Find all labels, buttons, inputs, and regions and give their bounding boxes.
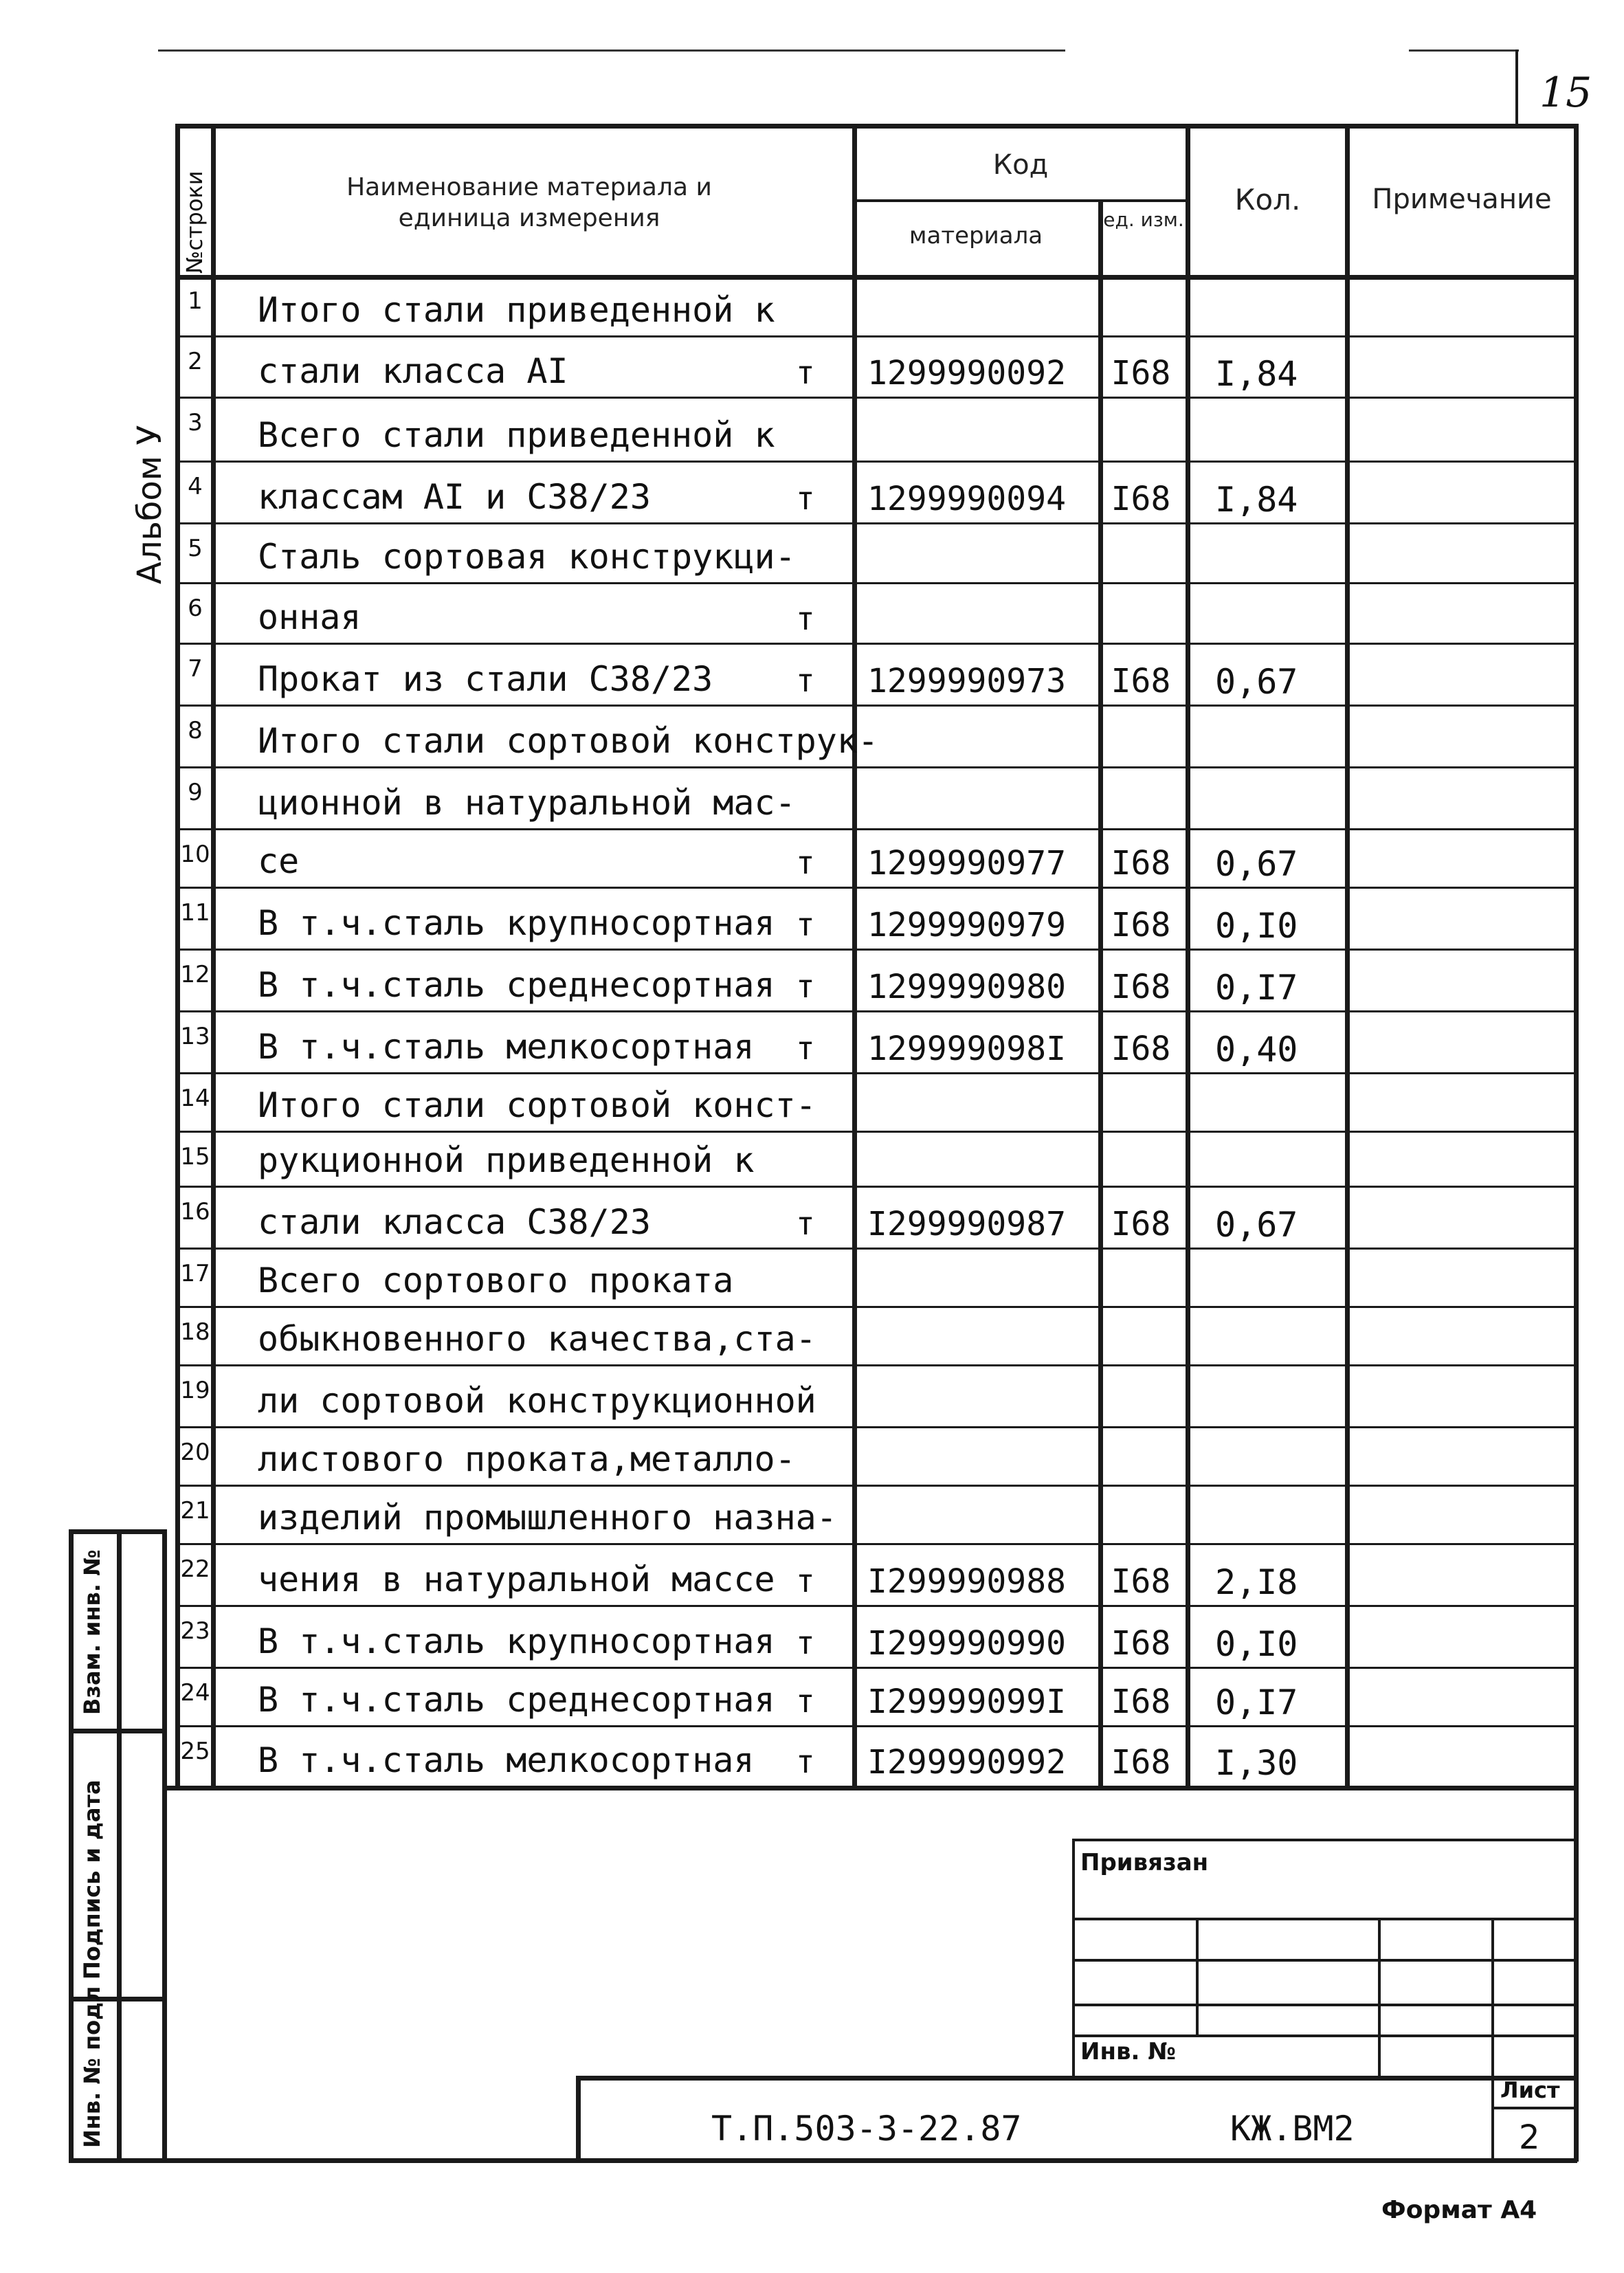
format-label: Формат А4 (1381, 2196, 1537, 2224)
album-label: Альбом У (131, 425, 169, 584)
row-number: 22 (180, 1555, 210, 1583)
row-material-name: онная (258, 597, 361, 637)
row-material-code: 129999098I (867, 1030, 1066, 1068)
stamp-inv-no-label: Инв. № (1080, 2038, 1177, 2065)
row-material-name: Итого стали приведенной к (258, 290, 775, 330)
row-number: 15 (180, 1143, 210, 1171)
side-stamp-top (69, 1529, 166, 1534)
row-unit-code: I68 (1111, 1562, 1171, 1601)
row-quantity: 0,67 (1215, 1205, 1298, 1245)
row-material-code: I299990990 (867, 1624, 1066, 1663)
row-number: 5 (188, 535, 203, 562)
header-qty: Кол. (1234, 183, 1301, 217)
row-number: 8 (188, 717, 203, 744)
row-unit-code: I68 (1111, 1624, 1171, 1663)
row-material-code: 1299990979 (867, 906, 1066, 944)
row-unit-code: I68 (1111, 906, 1171, 944)
code-header-split (852, 199, 1189, 202)
row-quantity: I,30 (1215, 1743, 1298, 1783)
col-sep-code (852, 124, 857, 1787)
row-unit: т (796, 1683, 815, 1720)
row-separator (175, 335, 1577, 337)
table-top-border (175, 124, 1577, 129)
page-number-box-left (1515, 49, 1518, 129)
row-separator (175, 1364, 1577, 1366)
row-material-name: классам AI и С38/23 (258, 477, 651, 517)
row-material-name: се (258, 841, 300, 881)
row-material-code: 1299990094 (867, 480, 1066, 518)
row-quantity: 0,I0 (1215, 1624, 1298, 1664)
row-number: 19 (180, 1377, 210, 1404)
row-material-code: 1299990980 (867, 968, 1066, 1006)
row-material-code: I299990987 (867, 1205, 1066, 1243)
row-unit: т (796, 844, 815, 881)
row-quantity: I,84 (1215, 354, 1298, 394)
row-separator (175, 705, 1577, 707)
side-stamp-mid (117, 1529, 122, 2162)
side-stamp-sep1 (69, 1729, 166, 1733)
stamp-line-1 (1072, 1918, 1577, 1920)
row-separator (175, 461, 1577, 463)
row-unit-code: I68 (1111, 1030, 1171, 1068)
row-number: 10 (180, 841, 210, 868)
row-number: 3 (188, 409, 203, 436)
row-unit-code: I68 (1111, 1683, 1171, 1721)
row-separator (175, 1667, 1577, 1669)
row-separator (175, 1131, 1577, 1133)
row-unit-code: I68 (1111, 354, 1171, 392)
row-separator (175, 1248, 1577, 1250)
stamp-sheet-number: 2 (1519, 2118, 1540, 2157)
stamp-privyazan-label: Привязан (1080, 1849, 1209, 1876)
row-material-name: Сталь сортовая конструкци- (258, 537, 796, 577)
stamp-privyazan-left (1072, 1839, 1075, 2076)
row-material-name: В т.ч.сталь среднесортная (258, 1680, 775, 1720)
row-material-name: стали класса С38/23 (258, 1202, 651, 1242)
row-unit: т (796, 354, 815, 391)
row-quantity: 0,I0 (1215, 906, 1298, 946)
row-number: 23 (180, 1617, 210, 1645)
row-separator (175, 949, 1577, 951)
row-material-name: чения в натуральной массе (258, 1560, 775, 1599)
col-sep-ed (1098, 199, 1103, 1787)
row-unit: т (796, 1030, 815, 1067)
page-number: 15 (1539, 69, 1592, 117)
row-number: 11 (180, 899, 210, 927)
row-quantity: 0,67 (1215, 662, 1298, 702)
table-bottom-border (165, 1786, 1577, 1790)
header-code-material: материала (909, 222, 1043, 250)
row-quantity: 0,I7 (1215, 968, 1298, 1008)
row-unit-code: I68 (1111, 968, 1171, 1006)
row-material-name: Прокат из стали С38/23 (258, 659, 713, 699)
header-code-unit: ед. изм. (1103, 208, 1184, 231)
row-number: 7 (188, 655, 203, 683)
row-material-name: ли сортовой конструкционной (258, 1381, 816, 1421)
header-note: Примечание (1372, 184, 1552, 215)
side-stamp-right (162, 1529, 167, 2162)
row-number: 14 (180, 1085, 210, 1112)
row-separator (175, 1543, 1577, 1545)
header-name: Наименование материала и единица измерения (346, 173, 712, 232)
row-separator (175, 1426, 1577, 1428)
row-number: 2 (188, 348, 203, 375)
stamp-col-3 (1491, 1918, 1494, 2158)
row-separator (175, 1605, 1577, 1607)
header-bottom-border (175, 275, 1577, 280)
row-material-code: 1299990977 (867, 844, 1066, 883)
row-number: 12 (180, 961, 210, 988)
col-sep-qty (1186, 124, 1190, 1787)
row-separator (175, 1306, 1577, 1308)
row-number: 17 (180, 1260, 210, 1287)
stamp-line-3 (1072, 2004, 1577, 2006)
row-separator (175, 643, 1577, 645)
row-material-name: В т.ч.сталь крупносортная (258, 903, 775, 943)
row-separator (175, 582, 1577, 584)
row-separator (175, 522, 1577, 524)
stamp-main-left (576, 2076, 581, 2162)
row-number: 13 (180, 1023, 210, 1050)
row-unit: т (796, 662, 815, 699)
side-label-vzam: Взам. инв. № (79, 1549, 105, 1715)
stamp-doc-code: Т.П.503-3-22.87 (711, 2109, 1022, 2149)
row-quantity: 0,40 (1215, 1030, 1298, 1069)
row-material-name: В т.ч.сталь среднесортная (258, 965, 775, 1005)
row-material-name: изделий промышленного назна- (258, 1498, 837, 1538)
row-material-name: В т.ч.сталь мелкосортная (258, 1027, 755, 1067)
row-quantity: 2,I8 (1215, 1562, 1298, 1602)
row-unit: т (796, 968, 815, 1005)
stamp-line-2 (1072, 1959, 1577, 1962)
row-material-name: В т.ч.сталь мелкосортная (258, 1740, 755, 1780)
row-separator (175, 1485, 1577, 1487)
row-number: 18 (180, 1318, 210, 1346)
top-rule-right (1409, 49, 1519, 52)
row-unit-code: I68 (1111, 1743, 1171, 1782)
row-material-name: Всего сортового проката (258, 1261, 734, 1300)
row-unit: т (796, 1624, 815, 1661)
row-separator (175, 1010, 1577, 1012)
stamp-mark: КЖ.ВМ2 (1230, 2109, 1355, 2149)
row-unit-code: I68 (1111, 662, 1171, 700)
header-row-number: №строки (181, 170, 208, 274)
row-material-name: стали класса AI (258, 351, 568, 391)
row-unit: т (796, 1205, 815, 1242)
stamp-line-4 (1072, 2034, 1577, 2037)
row-separator (175, 1072, 1577, 1074)
side-label-podpis: Подпись и дата (79, 1779, 105, 1980)
row-number: 20 (180, 1439, 210, 1466)
row-separator (175, 887, 1577, 889)
row-quantity: 0,I7 (1215, 1683, 1298, 1722)
row-material-name: Итого стали сортовой конструк- (258, 721, 879, 761)
row-unit: т (796, 1743, 815, 1780)
stamp-col-2 (1378, 1918, 1381, 2076)
row-material-name: обыкновенного качества,ста- (258, 1319, 816, 1359)
row-unit-code: I68 (1111, 844, 1171, 883)
row-number: 16 (180, 1198, 210, 1226)
row-unit-code: I68 (1111, 1205, 1171, 1243)
row-material-code: I299990988 (867, 1562, 1066, 1601)
stamp-sheet-split (1491, 2107, 1577, 2109)
row-number: 1 (188, 287, 203, 315)
row-unit: т (796, 480, 815, 517)
page-right-border (1574, 124, 1579, 2162)
stamp-privyazan-top (1072, 1839, 1577, 1841)
row-material-name: Всего стали приведенной к (258, 415, 775, 455)
row-unit: т (796, 1562, 815, 1599)
row-material-name: ционной в натуральной мас- (258, 783, 796, 823)
row-material-name: Итого стали сортовой конст- (258, 1085, 816, 1125)
row-material-name: рукционной приведенной к (258, 1140, 755, 1180)
row-quantity: I,84 (1215, 480, 1298, 520)
row-number: 6 (188, 595, 203, 622)
top-rule (158, 49, 1065, 52)
row-material-code: 1299990092 (867, 354, 1066, 392)
row-unit: т (796, 600, 815, 637)
side-stamp-left (69, 1529, 74, 2162)
row-material-code: 1299990973 (867, 662, 1066, 700)
side-label-inv-podl: Инв. № подл (79, 1986, 105, 2148)
header-code: Код (992, 149, 1049, 181)
stamp-sheet-label: Лист (1500, 2077, 1560, 2103)
row-unit: т (796, 906, 815, 943)
row-separator (175, 397, 1577, 399)
row-number: 9 (188, 779, 203, 806)
row-unit-code: I68 (1111, 480, 1171, 518)
row-material-name: листового проката,металло- (258, 1439, 796, 1479)
col-sep-note (1345, 124, 1350, 1787)
row-separator (175, 828, 1577, 830)
row-number: 21 (180, 1497, 210, 1524)
row-separator (175, 1186, 1577, 1188)
stamp-col-1 (1196, 1918, 1199, 2034)
row-separator (175, 1725, 1577, 1727)
row-number: 24 (180, 1679, 210, 1707)
row-material-name: В т.ч.сталь крупносортная (258, 1621, 775, 1661)
row-material-code: I299990992 (867, 1743, 1066, 1782)
stamp-main-top (576, 2076, 1577, 2081)
side-stamp-bottom (69, 2158, 1577, 2163)
row-quantity: 0,67 (1215, 844, 1298, 884)
row-material-code: I29999099I (867, 1683, 1066, 1721)
row-number: 4 (188, 473, 203, 500)
row-number: 25 (180, 1738, 210, 1765)
row-separator (175, 766, 1577, 768)
